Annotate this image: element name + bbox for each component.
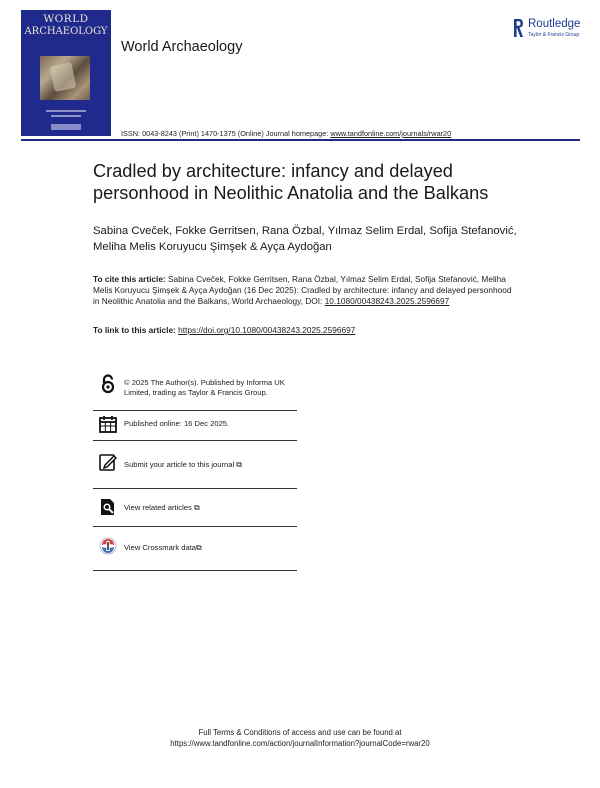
citation-doi-link[interactable]: 10.1080/00438243.2025.2596697 [324,296,450,306]
info-divider [93,410,297,411]
calendar-icon [98,414,118,434]
external-link-icon: ⧉ [196,543,202,552]
journal-homepage-link[interactable]: www.tandfonline.com/journals/rwar20 [330,129,452,138]
publisher-name: Routledge [528,18,581,30]
routledge-r-icon [512,17,524,39]
related-articles-link[interactable] [124,503,299,513]
issn-line [121,129,451,138]
article-link-line [93,325,355,335]
info-divider [93,440,297,441]
cover-title-line2: ARCHAEOLOGY [24,26,108,37]
info-divider [93,488,297,489]
cover-text-line [51,115,81,117]
footer-terms-link[interactable]: https://www.tandfonline.com/action/journalInformation?journalCode=rwar20 [170,739,430,748]
journal-cover[interactable] [21,10,111,136]
article-authors: Sabina Cveček, Fokke Gerritsen, Rana Özbal, Yılmaz Selim Erdal, Sofija Stefanović, Meliha Melis Koruyucu Şimşek & Ayça Aydoğan [93,225,517,253]
related-articles-label: View related articles [124,503,192,512]
open-access-row [93,374,297,410]
crossmark-icon [98,536,118,556]
article-doi-link[interactable]: https://doi.org/10.1080/00438243.2025.2596697 [178,325,356,335]
cover-artifact-image [40,56,90,100]
cover-text-line [46,110,86,112]
cover-publisher-logo [51,124,81,130]
header-divider [21,139,580,141]
citation-label: To cite this article: [93,274,168,284]
info-divider [93,526,297,527]
citation-block [93,274,513,307]
info-divider [93,570,297,571]
published-date: Published online: 16 Dec 2025. [124,419,230,428]
publisher-tagline: Taylor & Francis Group [528,32,580,38]
crossmark-label: View Crossmark data [124,543,197,552]
article-link-label: To link to this article: [93,325,179,335]
crossmark-link[interactable] [124,543,299,553]
citation-text: Sabina Cveček, Fokke Gerritsen, Rana Özbal, Yılmaz Selim Erdal, Sofija Stefanović, Meliha Melis Koruyucu Şimşek & Ayça Aydoğan (16 Dec 2025): Cradled by architecture: infancy and delayed personhood in Neolithic Anatolia and the Balkans, World Archaeology, DOI: [93,274,512,306]
submit-article-link[interactable] [124,460,299,470]
external-link-icon: ⧉ [193,503,200,512]
footer-terms: Full Terms & Conditions of access and use can be found at [198,728,402,737]
submit-article-label: Submit your article to this journal [124,460,235,469]
related-articles-row[interactable] [93,496,297,520]
external-link-icon: ⧉ [236,460,243,469]
article-title: Cradled by architecture: infancy and delayed personhood in Neolithic Anatolia and the Balkans [93,161,489,203]
submit-article-row[interactable] [93,452,297,476]
issn-text: ISSN: 0043-8243 (Print) 1470-1375 (Online) Journal homepage: [121,129,331,138]
submit-article-icon [98,452,118,472]
journal-name: World Archaeology [121,39,243,55]
license-text: © 2025 The Author(s). Published by Informa UK Limited, trading as Taylor & Francis Group. [124,378,285,397]
published-row [93,414,297,436]
routledge-logo[interactable] [512,17,592,41]
related-articles-icon [98,497,118,517]
open-access-icon [98,374,118,394]
crossmark-row[interactable] [93,536,297,560]
cover-title-line1: WORLD [43,13,89,25]
